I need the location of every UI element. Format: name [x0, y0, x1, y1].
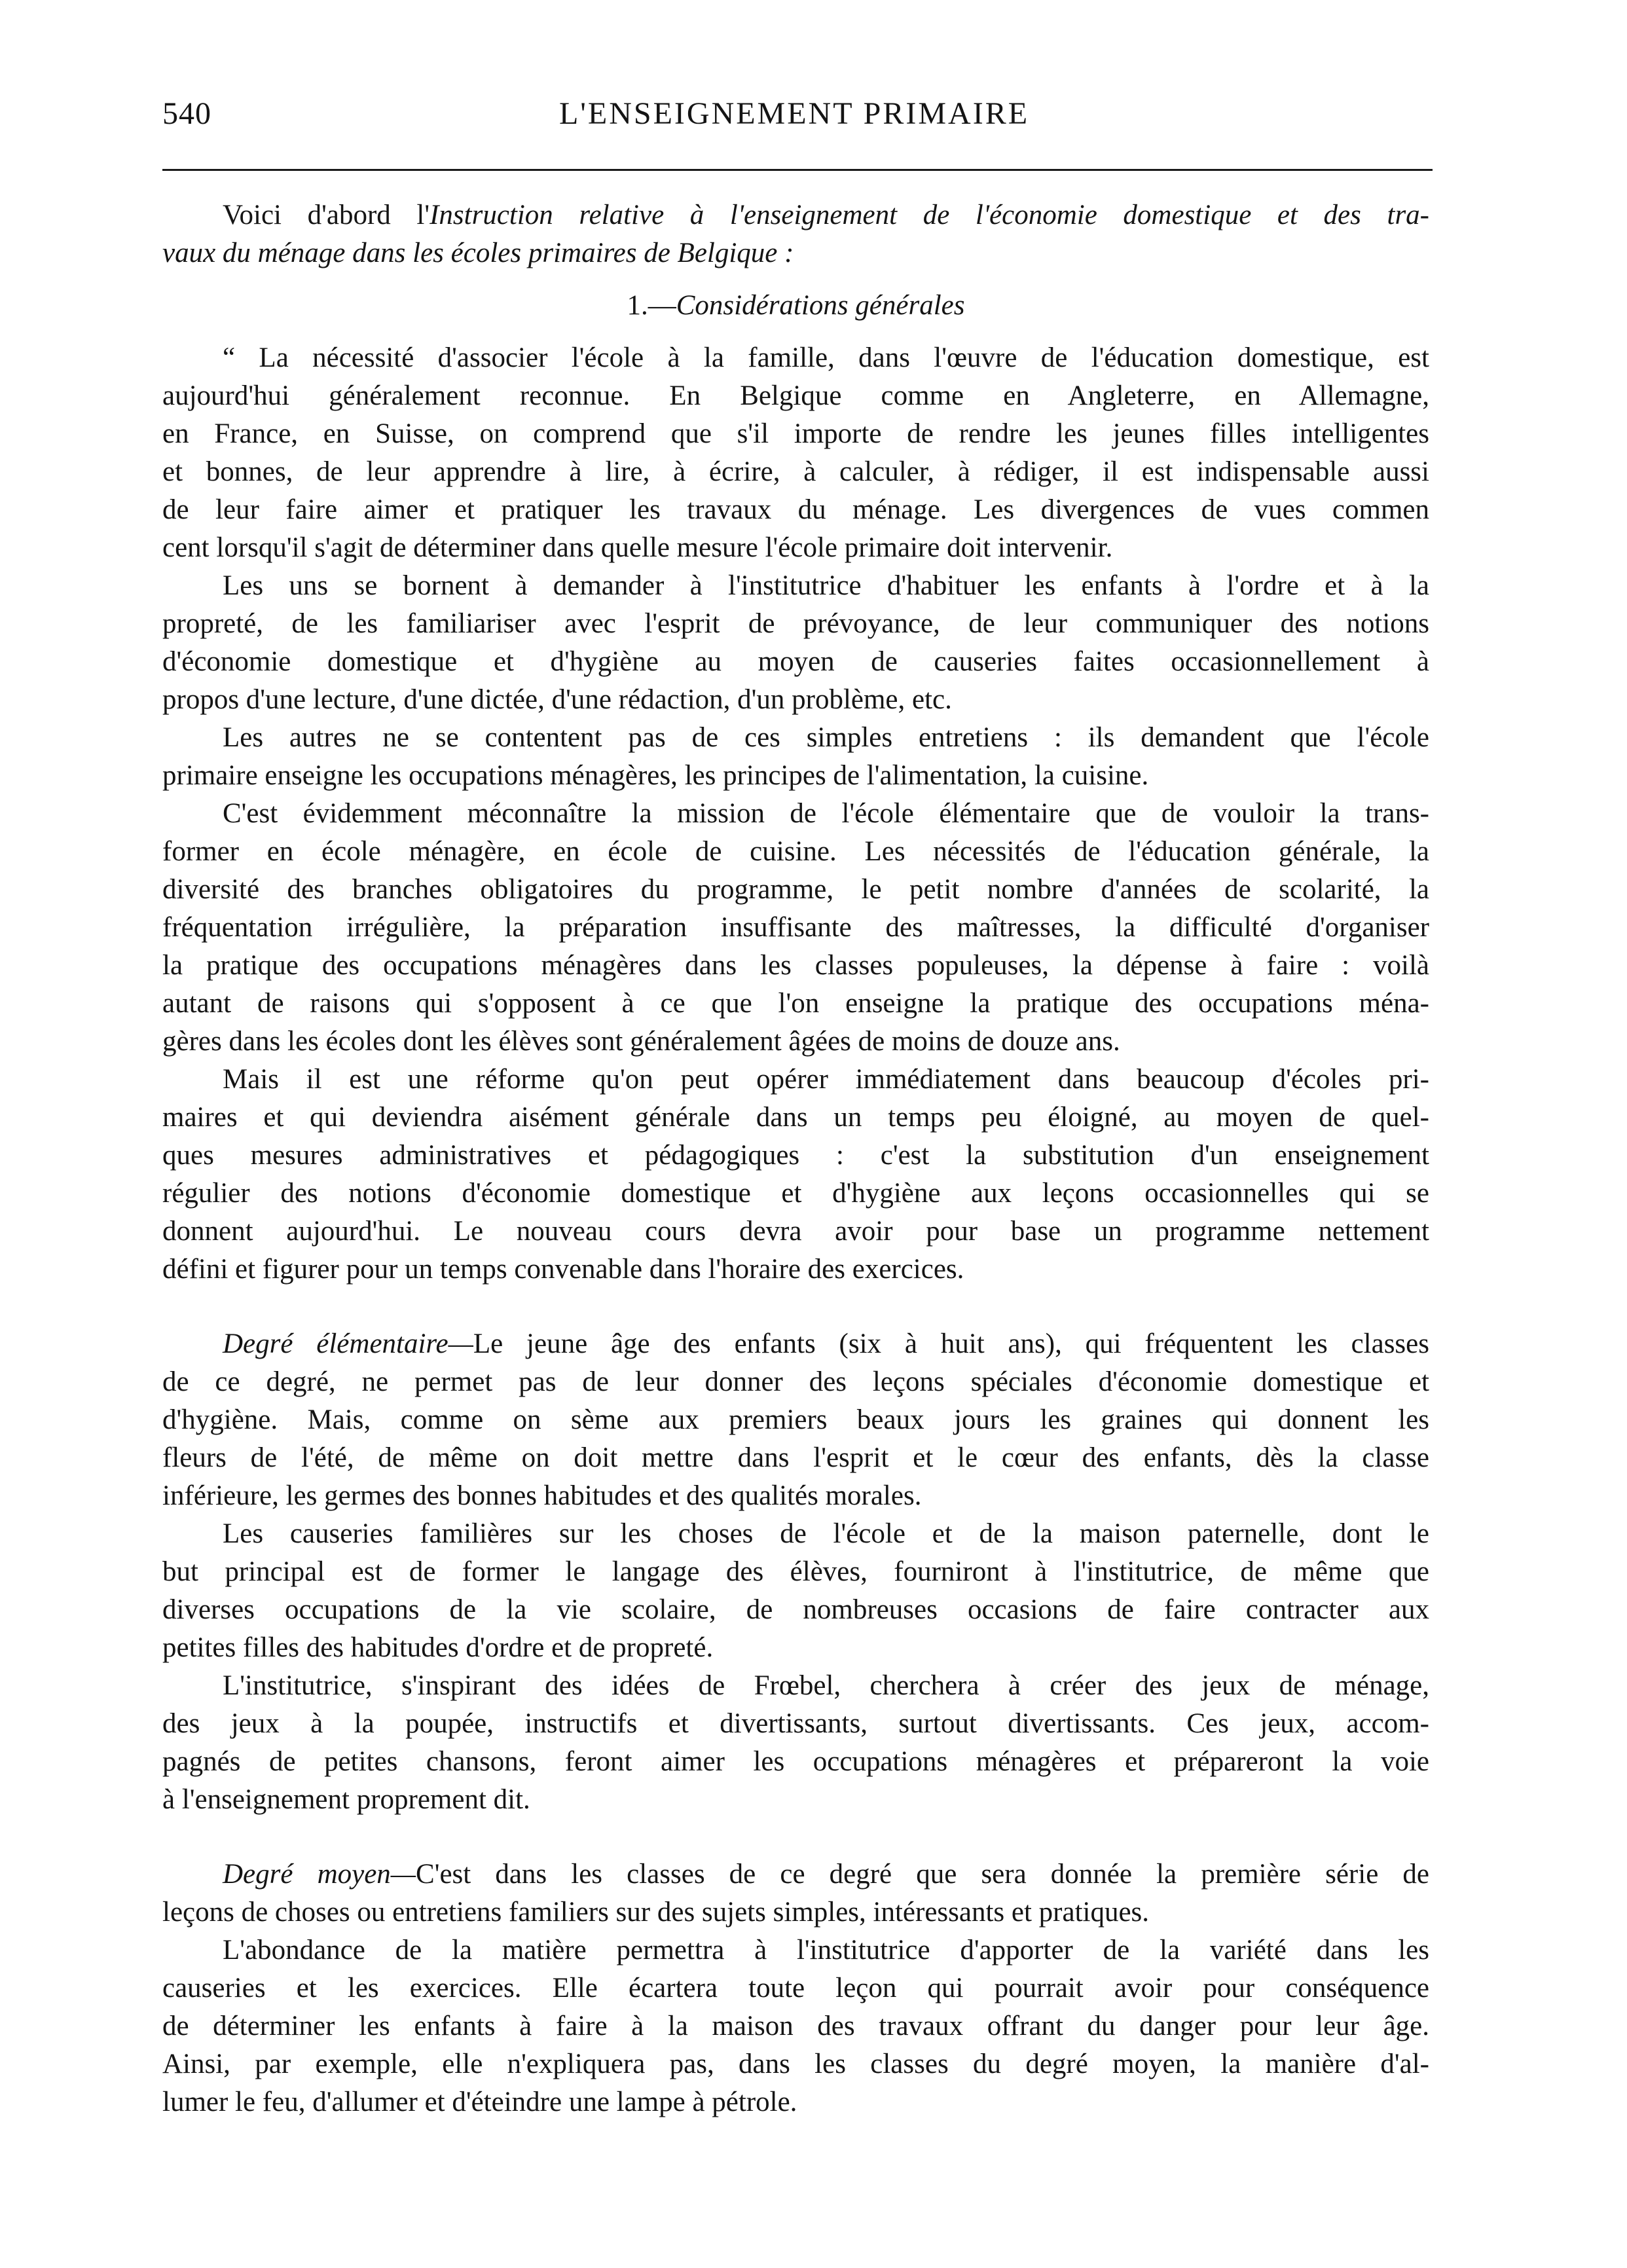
degre-elementaire-paragraph — [162, 1325, 1429, 1515]
text-line: d'hygiène. Mais, comme on sème aux premiers beaux jours les graines qui donnent les — [162, 1404, 1429, 1435]
paragraph-5 — [162, 1061, 1429, 1289]
text-line: C'est évidemment méconnaître la mission de l'école élémentaire que de vouloir la trans- — [223, 798, 1429, 829]
text-line: C'est dans les classes de ce degré que sera donnée la première série de — [416, 1859, 1429, 1890]
text-line: ques mesures administratives et pédagogiques : c'est la substitution d'un enseignement — [162, 1140, 1429, 1171]
text-line: propreté, de les familiariser avec l'esprit de prévoyance, de leur communiquer des notions — [162, 608, 1429, 639]
page-number: 540 — [162, 96, 211, 131]
text-line: Les autres ne se contentent pas de ces simples entretiens : ils demandent que l'école — [223, 722, 1429, 753]
text-line: à l'enseignement proprement dit. — [162, 1784, 530, 1815]
paragraph-2 — [162, 567, 1429, 719]
text-line: Mais il est une réforme qu'on peut opérer immédiatement dans beaucoup d'écoles pri- — [223, 1064, 1429, 1095]
text-line: diverses occupations de la vie scolaire, de nombreuses occasions de faire contracter aux — [162, 1594, 1429, 1625]
paragraph-7 — [162, 1667, 1429, 1819]
intro-italic-title: Instruction relative à l'enseignement de l'économie domestique et des tra- — [430, 200, 1429, 230]
text-line: primaire enseigne les occupations ménagères, les principes de l'alimentation, la cuisine. — [162, 760, 1149, 791]
text-line: de ce degré, ne permet pas de leur donner des leçons spéciales d'économie domestique et — [162, 1366, 1429, 1397]
text-line: pagnés de petites chansons, feront aimer les occupations ménagères et prépareront la voie — [162, 1746, 1429, 1777]
text-line: maires et qui deviendra aisément générale dans un temps peu éloigné, au moyen de quel- — [162, 1102, 1429, 1133]
intro-text: Voici d'abord l' — [223, 200, 430, 230]
text-line: Le jeune âge des enfants (six à huit ans), qui fréquentent les classes — [473, 1328, 1429, 1359]
text-line: diversité des branches obligatoires du programme, le petit nombre d'années de scolarité, la — [162, 874, 1429, 905]
text-line: petites filles des habitudes d'ordre et de propreté. — [162, 1632, 714, 1663]
text-line: inférieure, les germes des bonnes habitudes et des qualités morales. — [162, 1480, 922, 1511]
text-line: en France, en Suisse, on comprend que s'il importe de rendre les jeunes filles intelligentes — [162, 418, 1429, 449]
text-line: fréquentation irrégulière, la préparation insuffisante des maîtresses, la difficulté d'organiser — [162, 912, 1429, 943]
text-line: et bonnes, de leur apprendre à lire, à écrire, à calculer, à rédiger, il est indispensable aussi — [162, 456, 1429, 487]
text-line: former en école ménagère, en école de cuisine. Les nécessités de l'éducation générale, la — [162, 836, 1429, 867]
text-line: autant de raisons qui s'opposent à ce que l'on enseigne la pratique des occupations ména- — [162, 988, 1429, 1019]
running-title: L'ENSEIGNEMENT PRIMAIRE — [558, 96, 1030, 131]
text-line: cent lorsqu'il s'agit de déterminer dans quelle mesure l'école primaire doit intervenir. — [162, 532, 1113, 563]
text-line: L'institutrice, s'inspirant des idées de Frœbel, cherchera à créer des jeux de ménage, — [223, 1670, 1429, 1701]
text-line: Ainsi, par exemple, elle n'expliquera pas, dans les classes du degré moyen, la manière d'al- — [162, 2049, 1429, 2079]
page-header — [162, 96, 1426, 141]
section-title: Considérations générales — [676, 290, 965, 321]
text-line: causeries et les exercices. Elle écartera toute leçon qui pourrait avoir pour conséquence — [162, 1973, 1429, 2003]
paragraph-6 — [162, 1515, 1429, 1667]
text-line: lumer le feu, d'allumer et d'éteindre une lampe à pétrole. — [162, 2087, 797, 2117]
text-line: Les causeries familières sur les choses de l'école et de la maison paternelle, dont le — [223, 1518, 1429, 1549]
text-line: d'économie domestique et d'hygiène au moyen de causeries faites occasionnellement à — [162, 646, 1429, 677]
text-line: fleurs de l'été, de même on doit mettre dans l'esprit et le cœur des enfants, dès la classe — [162, 1442, 1429, 1473]
text-line: Les uns se bornent à demander à l'institutrice d'habituer les enfants à l'ordre et à la — [223, 570, 1429, 601]
paragraph-8 — [162, 1931, 1429, 2121]
text-line: défini et figurer pour un temps convenable dans l'horaire des exercices. — [162, 1254, 964, 1285]
text-line: leçons de choses ou entretiens familiers sur des sujets simples, intéressants et pratiques. — [162, 1897, 1150, 1928]
header-rule — [162, 169, 1433, 171]
text-line: de leur faire aimer et pratiquer les travaux du ménage. Les divergences de vues commen — [162, 494, 1429, 525]
paragraph-1 — [162, 339, 1429, 567]
intro-italic-title-cont: vaux du ménage dans les écoles primaires de Belgique : — [162, 238, 794, 268]
text-line: aujourd'hui généralement reconnue. En Belgique comme en Angleterre, en Allemagne, — [162, 380, 1429, 411]
document-body — [162, 196, 1429, 2121]
text-line: “ La nécessité d'associer l'école à la famille, dans l'œuvre de l'éducation domestique, est — [223, 342, 1429, 373]
text-line: de déterminer les enfants à faire à la maison des travaux offrant du danger pour leur âge. — [162, 2011, 1429, 2041]
text-line: la pratique des occupations ménagères dans les classes populeuses, la dépense à faire : voilà — [162, 950, 1429, 981]
paragraph-3 — [162, 719, 1429, 795]
degre-elementaire-label: Degré élémentaire— — [223, 1328, 473, 1359]
intro-paragraph — [162, 196, 1429, 272]
text-line: des jeux à la poupée, instructifs et divertissants, surtout divertissants. Ces jeux, accom- — [162, 1708, 1429, 1739]
section-heading — [162, 287, 1429, 325]
text-line: régulier des notions d'économie domestique et d'hygiène aux leçons occasionnelles qui se — [162, 1178, 1429, 1209]
text-line: L'abondance de la matière permettra à l'institutrice d'apporter de la variété dans les — [223, 1935, 1429, 1966]
text-line: gères dans les écoles dont les élèves sont généralement âgées de moins de douze ans. — [162, 1026, 1120, 1057]
degre-moyen-label: Degré moyen— — [223, 1859, 416, 1890]
degre-moyen-paragraph — [162, 1856, 1429, 1931]
text-line: propos d'une lecture, d'une dictée, d'une rédaction, d'un problème, etc. — [162, 684, 952, 715]
text-line: but principal est de former le langage des élèves, fourniront à l'institutrice, de même que — [162, 1556, 1429, 1587]
text-line: donnent aujourd'hui. Le nouveau cours devra avoir pour base un programme nettement — [162, 1216, 1429, 1247]
paragraph-4 — [162, 795, 1429, 1061]
section-number: 1.— — [627, 290, 676, 321]
